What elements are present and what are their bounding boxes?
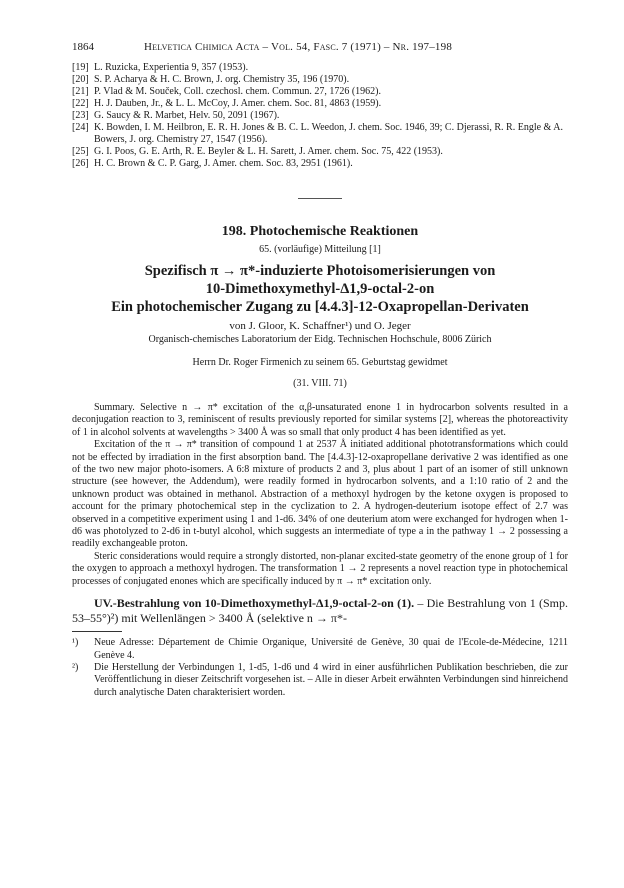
reference-number: [23]	[72, 110, 89, 121]
abstract-paragraph: Excitation of the π → π* transition of compound 1 at 2537 Å initiated additional phototransformations which could not be effected by irradiation in the first absorption band. The [4.4.3]-12-oxapropellane derivative 2 was identified as one of the two new major photo-isomers. A 6:8 mixture of products 2 and 3, plus about 1 part of an isomer of still unknown structure (see however, the Addendum), were readily formed in hydrocarbon solvents, and a 1:10 ratio of 2 and the unknown product was obtained in methanol. Abstraction of a methoxyl hydrogen by the ketone oxygen is proposed to account for the primary photochemical step in the cyclization to 2. A hydrogen-deuterium isotope effect of 2.7 was observed in a competitive experiment using 1 and 1-d6. 34% of one deuterium atom were exchanged for hydrogen when 1-d6 was photolyzed to 2-d6 in t-butyl alcohol, which suggests an intermediate of type a in the pathway 1 → 2 possessing a readily exchangeable proton.	[72, 439, 568, 550]
article-subtitle: 65. (vorläufige) Mitteilung [1]	[259, 244, 381, 255]
reference-number: [25]	[72, 146, 89, 157]
article-title-line1: Spezifisch π → π*-induzierte Photoisomerisierungen von	[144, 263, 496, 279]
reference-item	[72, 74, 568, 86]
reference-item	[72, 122, 568, 146]
body-paragraph	[72, 596, 568, 626]
affiliation: Organisch-chemisches Laboratorium der Eidg. Technischen Hochschule, 8006 Zürich	[148, 334, 492, 345]
footnote	[72, 662, 568, 699]
page-number: 1864	[72, 41, 94, 53]
reference-text: H. C. Brown & C. P. Garg, J. Amer. chem. Soc. 83, 2951 (1961).	[94, 158, 353, 169]
section-divider	[298, 198, 342, 199]
abstract-paragraph: Steric considerations would require a strongly distorted, non-planar excited-state geometry of the enone group of 1 for the oxygen to approach a methoxyl hydrogen. The transformation 1 → 2 represents a novel reaction type in photochemical processes of conjugated enones which are specifically induced by π → π* excitation only.	[72, 550, 568, 587]
reference-item	[72, 86, 568, 98]
reference-item	[72, 146, 568, 158]
footnote	[72, 637, 568, 662]
reference-text: P. Vlad & M. Souček, Coll. czechosl. chem. Commun. 27, 1726 (1962).	[94, 86, 382, 97]
footnote-number: ²)	[72, 661, 79, 673]
reference-text: H. J. Dauben, Jr., & L. L. McCoy, J. Amer. chem. Soc. 81, 4863 (1959).	[94, 98, 382, 109]
reference-text: G. I. Poos, G. E. Arth, R. E. Beyler & L. H. Sarett, J. Amer. chem. Soc. 75, 422 (1953).	[94, 146, 443, 157]
footnote-text: Die Herstellung der Verbindungen 1, 1-d5, 1-d6 und 4 wird in einer ausführlichen Publikation beschrieben, die zur Veröffentlichung in dieser Zeitschrift vorgesehen ist. – Alle in dieser Arbeit erwähnten Verbindungen sind hinreichend durch analytische Daten charakterisiert worden.	[94, 661, 568, 698]
footnote-divider	[72, 631, 122, 632]
running-header	[72, 40, 568, 54]
reference-item	[72, 158, 568, 170]
reference-number: [24]	[72, 122, 89, 133]
reference-number: [22]	[72, 98, 89, 109]
abstract-paragraph: Summary. Selective n → π* excitation of the α,β-unsaturated enone 1 in hydrocarbon solvents resulted in a deconjugation reaction to 3, reminiscent of results previously reported for similar systems [2], whereas the photoreactivity of 1 in alcohol solvents at wavelengths > 3400 Å was so small that only product 4 has been identified as yet.	[72, 402, 568, 438]
footnote-text: Neue Adresse: Département de Chimie Organique, Université de Genève, 30 quai de l'Ecole-de-Médecine, 1211 Genève 4.	[94, 637, 568, 661]
reference-item	[72, 98, 568, 110]
article-title-line3: Ein photochemischer Zugang zu [4.4.3]-12-Oxapropellan-Derivaten	[111, 299, 529, 315]
reference-text: K. Bowden, I. M. Heilbron, E. R. H. Jones & B. C. L. Weedon, J. chem. Soc. 1946, 39; C. Djerassi, R. R. Engle & A. Bowers, J. org. Chemistry 27, 1547 (1956).	[94, 122, 563, 145]
reference-item	[72, 62, 568, 74]
reference-number: [26]	[72, 158, 89, 169]
reference-text: L. Ruzicka, Experientia 9, 357 (1953).	[94, 62, 249, 73]
footnote-number: ¹)	[72, 637, 79, 649]
reference-text: S. P. Acharya & H. C. Brown, J. org. Chemistry 35, 196 (1970).	[94, 74, 350, 85]
article-number-title: 198. Photochemische Reaktionen	[221, 224, 419, 239]
reference-number: [21]	[72, 86, 89, 97]
reference-number: [19]	[72, 62, 89, 73]
section-text: – Die Bestrahlung von 1 (Smp. 53–55°)²) mit Wellenlängen > 3400 Å (selektive n → π*-	[72, 596, 568, 626]
author-line: von J. Gloor, K. Schaffner¹) und O. Jeger	[229, 320, 411, 332]
reference-item	[72, 110, 568, 122]
article-title-line2: 10-Dimethoxymethyl-Δ1,9-octal-2-on	[205, 281, 435, 297]
section-heading: UV.-Bestrahlung von 10-Dimethoxymethyl-Δ1,9-octal-2-on (1).	[94, 596, 415, 611]
running-title: Helvetica Chimica Acta – Vol. 54, Fasc. 7 (1971) – Nr. 197–198	[144, 41, 453, 53]
reference-list	[72, 62, 568, 170]
dedication: Herrn Dr. Roger Firmenich zu seinem 65. Geburtstag gewidmet	[192, 357, 448, 368]
reference-number: [20]	[72, 74, 89, 85]
reference-text: G. Saucy & R. Marbet, Helv. 50, 2091 (1967).	[94, 110, 280, 121]
abstract	[72, 402, 568, 588]
received-date: (31. VIII. 71)	[293, 378, 347, 389]
